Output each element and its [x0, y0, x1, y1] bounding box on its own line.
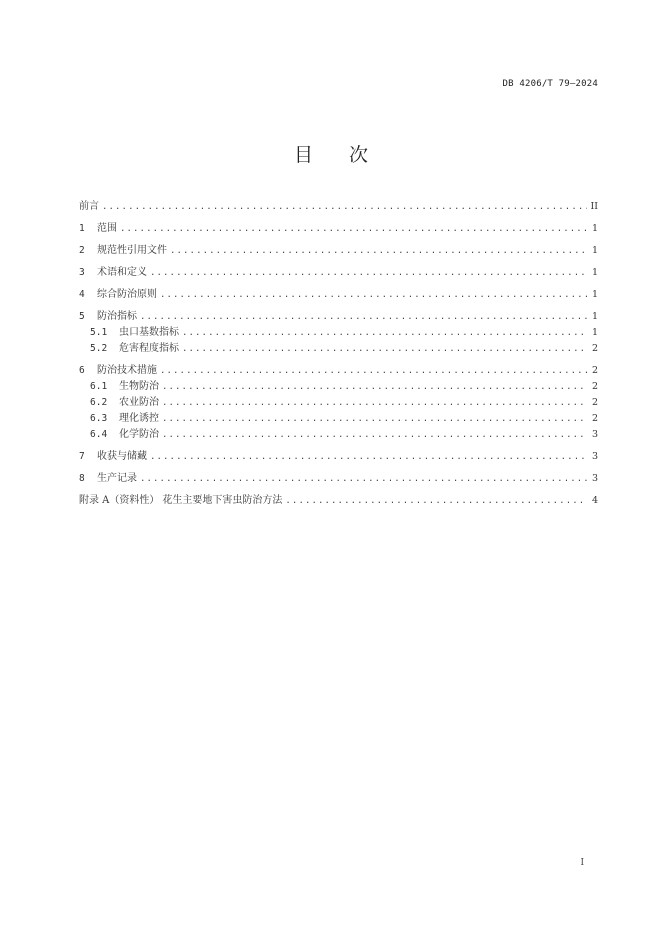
toc-entry-page: 2: [591, 381, 598, 392]
toc-entry-appendix-a[interactable]: [79, 495, 598, 506]
toc-leader-dots: [150, 452, 587, 463]
toc-entry-label: 化学防治: [119, 429, 159, 440]
toc-entry-label: 术语和定义: [97, 267, 147, 278]
toc-entry-5[interactable]: [79, 311, 598, 322]
toc-entry-page: 1: [591, 311, 598, 322]
toc-entry-page: 3: [591, 429, 598, 440]
toc-entry-label: 花生主要地下害虫防治方法: [162, 495, 283, 506]
toc-entry-page: II: [590, 201, 598, 212]
toc-entry-number: 6.4: [90, 429, 108, 440]
appendix-tag: 附录 A（资料性）: [79, 495, 160, 506]
page-title: 目次: [293, 144, 404, 166]
toc-entry-number: 6.1: [90, 381, 108, 392]
toc-entry-6-3[interactable]: [79, 413, 598, 424]
toc-entry-6-4[interactable]: [79, 429, 598, 440]
toc-entry-label: 防治技术措施: [97, 365, 157, 376]
toc-entry-5-1[interactable]: [79, 327, 598, 338]
toc-entry-page: 2: [591, 343, 598, 354]
toc-leader-dots: [182, 344, 587, 355]
toc-entry-label: 危害程度指标: [119, 343, 179, 354]
toc-entry-6-2[interactable]: [79, 397, 598, 408]
toc-entry-label: 范围: [97, 223, 117, 234]
toc-entry-label: 生产记录: [97, 473, 137, 484]
toc-entry-5-2[interactable]: [79, 343, 598, 354]
toc-entry-number: 7: [79, 451, 85, 462]
toc-leader-dots: [140, 312, 587, 323]
toc-entry-number: 6: [79, 365, 85, 376]
toc-entry-number: 8: [79, 473, 85, 484]
toc-entry-number: 5.1: [90, 327, 108, 338]
toc-entry-label: 理化诱控: [119, 413, 159, 424]
toc-entry-number: 3: [79, 267, 85, 278]
toc-leader-dots: [162, 398, 587, 409]
toc-entry-page: 3: [591, 451, 598, 462]
toc-entry-6[interactable]: [79, 365, 598, 376]
toc-leader-dots: [285, 496, 587, 507]
toc-entry-number: 5: [79, 311, 85, 322]
toc-entry-label: 前言: [79, 201, 99, 212]
toc-entry-8[interactable]: [79, 473, 598, 484]
toc-entry-foreword[interactable]: [79, 201, 598, 212]
toc-entry-page: 1: [591, 223, 598, 234]
toc-entry-label: 生物防治: [119, 381, 159, 392]
toc-entry-number: 1: [79, 223, 85, 234]
toc-entry-7[interactable]: [79, 451, 598, 462]
toc-entry-page: 1: [591, 327, 598, 338]
toc-entry-number: 6.2: [90, 397, 108, 408]
toc-leader-dots: [150, 268, 587, 279]
toc-entry-number: 2: [79, 245, 85, 256]
toc-leader-dots: [162, 382, 587, 393]
toc-entry-page: 4: [591, 495, 598, 506]
toc-entry-number: 6.3: [90, 413, 108, 424]
toc-entry-3[interactable]: [79, 267, 598, 278]
toc-entry-page: 1: [591, 267, 598, 278]
toc-entry-page: 1: [591, 245, 598, 256]
toc-leader-dots: [182, 328, 587, 339]
toc-leader-dots: [120, 224, 587, 235]
toc-entry-page: 2: [591, 365, 598, 376]
toc-entry-label: 农业防治: [119, 397, 159, 408]
toc-entry-label: 虫口基数指标: [119, 327, 179, 338]
toc-entry-6-1[interactable]: [79, 381, 598, 392]
toc-entry-page: 3: [591, 473, 598, 484]
toc-entry-page: 1: [591, 289, 598, 300]
toc-entry-label: 规范性引用文件: [97, 245, 167, 256]
toc-entry-page: 2: [591, 397, 598, 408]
toc-entry-number: 4: [79, 289, 85, 300]
toc-entry-page: 2: [591, 413, 598, 424]
toc-entry-2[interactable]: [79, 245, 598, 256]
page-number: I: [580, 858, 584, 868]
toc-entry-label: 收获与储藏: [97, 451, 147, 462]
toc-entry-number: 5.2: [90, 343, 108, 354]
toc-entry-1[interactable]: [79, 223, 598, 234]
table-of-contents: [79, 201, 598, 506]
toc-entry-label: 综合防治原则: [97, 289, 157, 300]
toc-leader-dots: [162, 414, 587, 425]
toc-leader-dots: [140, 474, 587, 485]
toc-leader-dots: [160, 290, 587, 301]
toc-leader-dots: [162, 430, 587, 441]
toc-leader-dots: [102, 202, 587, 213]
toc-leader-dots: [170, 246, 587, 257]
toc-leader-dots: [160, 366, 587, 377]
toc-entry-label: 防治指标: [97, 311, 137, 322]
toc-entry-4[interactable]: [79, 289, 598, 300]
document-code: DB 4206/T 79—2024: [502, 79, 598, 89]
